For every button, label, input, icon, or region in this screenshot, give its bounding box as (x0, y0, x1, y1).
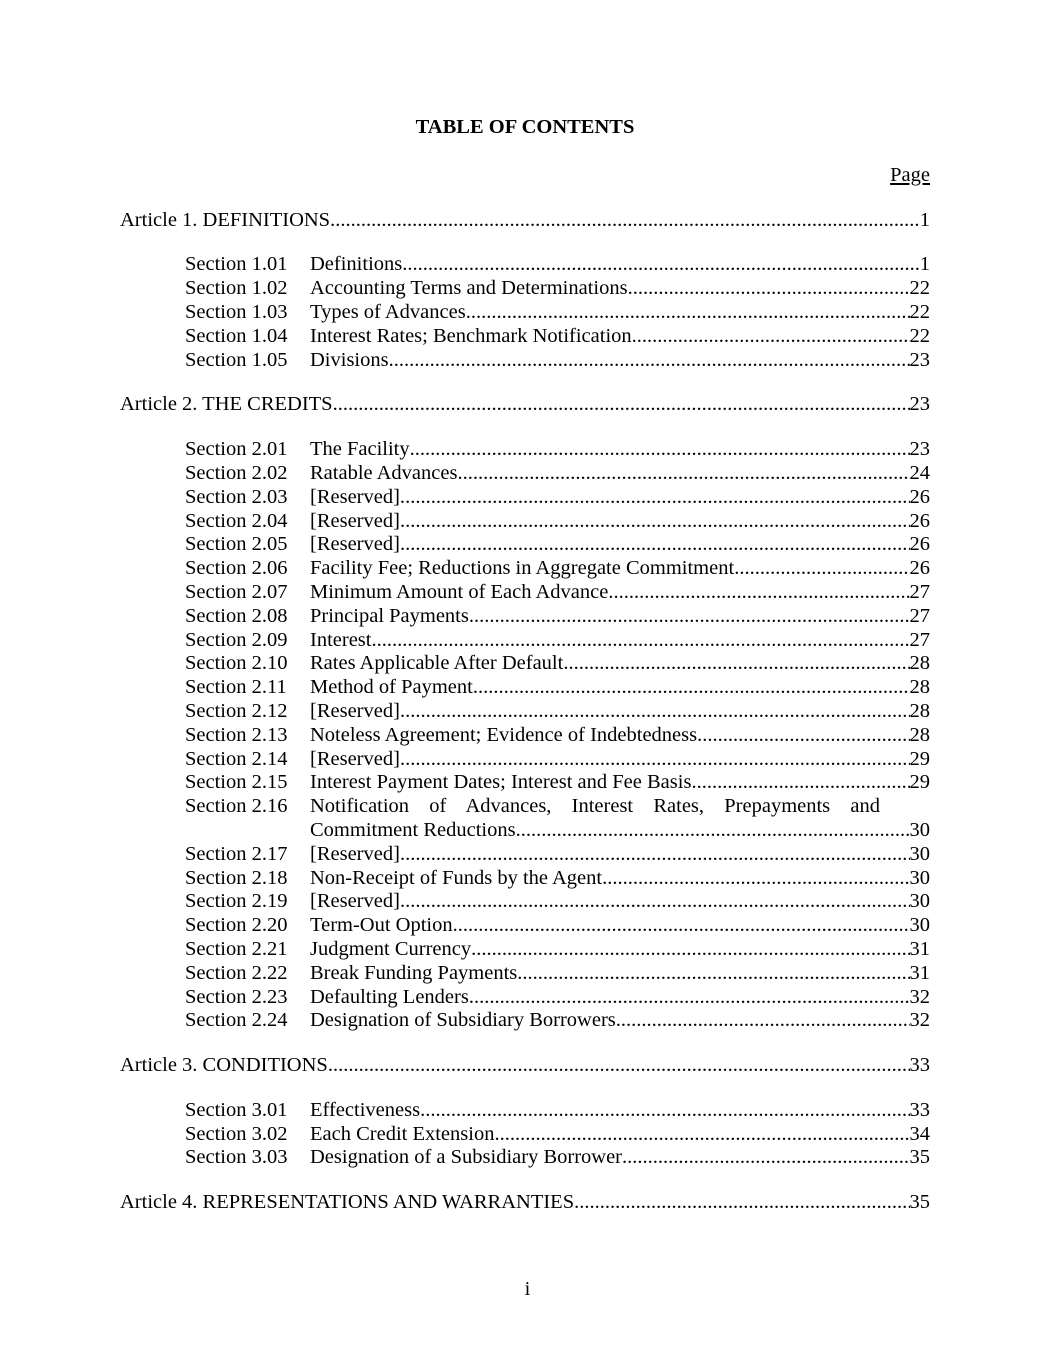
toc-section-row (185, 325, 930, 349)
toc-section-number: Section 2.19 (185, 890, 288, 913)
toc-section-number: Section 3.02 (185, 1122, 288, 1145)
toc-section-number: Section 1.05 (185, 348, 288, 371)
toc-section-row (185, 1099, 930, 1123)
toc-article-row (120, 1054, 930, 1078)
toc-section-number: Section 1.01 (185, 253, 288, 276)
toc-section-number: Section 2.10 (185, 652, 288, 675)
dot-leader (697, 724, 909, 748)
toc-entry-title: [Reserved] (310, 533, 400, 556)
toc-entry-title: Interest (310, 628, 372, 651)
toc-section-row (185, 890, 930, 914)
toc-entry-title: Principal Payments (310, 604, 469, 627)
toc-section-row (185, 962, 930, 986)
toc-section-row (185, 1009, 930, 1033)
toc-entry-page: 30 (909, 890, 930, 913)
dot-leader (563, 652, 909, 676)
toc-entry-page: 35 (909, 1191, 930, 1214)
toc-entry-page: 29 (909, 747, 930, 770)
toc-entry-title: Break Funding Payments (310, 961, 518, 984)
dot-leader (405, 486, 909, 510)
toc-entry-title: Definitions (310, 253, 403, 276)
toc-entry-title: Interest Rates; Benchmark Notification (310, 324, 632, 347)
toc-section-row (185, 629, 930, 653)
toc-entry-title: Defaulting Lenders (310, 985, 469, 1008)
toc-entry-page: 33 (909, 1098, 930, 1121)
toc-section-row (185, 349, 930, 373)
toc-section-row (185, 301, 930, 325)
toc-section-row (185, 486, 930, 510)
toc-section-number: Section 2.23 (185, 985, 288, 1008)
toc-entry-page: 23 (909, 348, 930, 371)
toc-entry-title: Noteless Agreement; Evidence of Indebtedness (310, 723, 698, 746)
toc-entry-title: Term-Out Option (310, 914, 453, 937)
dot-leader (469, 986, 910, 1010)
toc-entry-title: [Reserved] (310, 509, 400, 532)
dot-leader (616, 1009, 910, 1033)
dot-leader (517, 962, 909, 986)
dot-leader (330, 209, 920, 233)
dot-leader (473, 676, 910, 700)
toc-section-row (185, 724, 930, 748)
toc-entry-title: Divisions (310, 348, 389, 371)
toc-section-number: Section 2.16 (185, 795, 288, 818)
toc-entry-title: Method of Payment (310, 676, 473, 699)
toc-section-number: Section 3.03 (185, 1146, 288, 1169)
toc-entry-page: 22 (909, 300, 930, 323)
toc-section-row (185, 986, 930, 1010)
toc-entry-page: 26 (909, 485, 930, 508)
dot-leader (400, 700, 910, 724)
toc-section-number: Section 1.03 (185, 300, 288, 323)
toc-section-row (185, 843, 930, 867)
dot-leader (400, 748, 910, 772)
toc-section-row (185, 867, 930, 891)
toc-section-row (185, 771, 930, 795)
toc-section-row (185, 557, 930, 581)
page-title: TABLE OF CONTENTS (415, 116, 635, 138)
toc-entry-title: Non-Receipt of Funds by the Agent (310, 866, 603, 889)
toc-section-row (185, 277, 930, 301)
toc-section-row (185, 1146, 930, 1170)
dot-leader (420, 1099, 909, 1123)
toc-article-row (120, 393, 930, 417)
toc-entry-page: 28 (909, 723, 930, 746)
dot-leader (453, 914, 910, 938)
toc-entry-title: Commitment Reductions (310, 818, 516, 841)
toc-entry-page: 23 (909, 438, 930, 461)
toc-section-row (185, 510, 930, 534)
toc-section-row (185, 652, 930, 676)
dot-leader (608, 581, 909, 605)
toc-section-number: Section 2.20 (185, 914, 288, 937)
dot-leader (410, 438, 910, 462)
toc-entry-page: 30 (909, 842, 930, 865)
toc-entry-page: 22 (909, 277, 930, 300)
toc-entry-page: 33 (909, 1054, 930, 1077)
toc-entry-page: 1 (919, 253, 930, 276)
toc-section-number: Section 2.01 (185, 438, 288, 461)
toc-entry-title: Accounting Terms and Determinations (310, 277, 628, 300)
dot-leader (574, 1191, 909, 1215)
toc-section-number: Section 2.03 (185, 485, 288, 508)
toc-section-number: Section 2.06 (185, 557, 288, 580)
toc-entry-page: 29 (909, 771, 930, 794)
toc-entry-title-line1: Notification of Advances, Interest Rates, Prepayments and (310, 795, 880, 818)
toc-section-number: Section 2.22 (185, 961, 288, 984)
toc-article-row (120, 209, 930, 233)
toc-section-row (185, 605, 930, 629)
toc-entry-title: Designation of a Subsidiary Borrower (310, 1146, 622, 1169)
toc-entry-page: 27 (909, 604, 930, 627)
toc-section-row (185, 462, 930, 486)
toc-entry-title: [Reserved] (310, 842, 400, 865)
dot-leader (457, 462, 909, 486)
toc-entry-page: 28 (909, 699, 930, 722)
toc-section-row (185, 1123, 930, 1147)
toc-section-number: Section 2.04 (185, 509, 288, 532)
toc-section-number: Section 2.11 (185, 676, 287, 699)
toc-entry-page: 31 (909, 961, 930, 984)
toc-section-row (185, 795, 930, 843)
dot-leader (471, 938, 909, 962)
toc-entry-title: Interest Payment Dates; Interest and Fee Basis (310, 771, 692, 794)
toc-section-row (185, 676, 930, 700)
toc-entry-page: 27 (909, 580, 930, 603)
toc-section-number: Section 1.02 (185, 277, 288, 300)
toc-entry-page: 26 (909, 533, 930, 556)
dot-leader (602, 867, 909, 891)
toc-entry-page: 34 (909, 1122, 930, 1145)
toc-entry-page: 26 (909, 557, 930, 580)
toc-section-row (185, 253, 930, 277)
toc-entry-title: The Facility (310, 438, 410, 461)
toc-entry-page: 32 (909, 985, 930, 1008)
toc-section-number: Section 2.05 (185, 533, 288, 556)
toc-section-number: Section 2.21 (185, 937, 288, 960)
toc-entry-title: Article 2. THE CREDITS (120, 393, 333, 416)
toc-entry-title: [Reserved]. (310, 485, 406, 508)
toc-section-number: Section 2.15 (185, 771, 288, 794)
toc-section-row (185, 748, 930, 772)
toc-section-number: Section 1.04 (185, 324, 288, 347)
toc-section-number: Section 2.17 (185, 842, 288, 865)
toc-entry-page: 28 (909, 676, 930, 699)
dot-leader (328, 1054, 910, 1078)
toc-section-number: Section 2.24 (185, 1009, 288, 1032)
table-of-contents (120, 209, 930, 1215)
toc-entry-title: Article 1. DEFINITIONS (120, 208, 331, 231)
toc-section-number: Section 2.13 (185, 723, 288, 746)
toc-section-row (185, 914, 930, 938)
toc-entry-title: Ratable Advances (310, 461, 458, 484)
toc-entry-title: Article 4. REPRESENTATIONS AND WARRANTIES (120, 1191, 575, 1214)
page-column-header: Page (890, 163, 930, 186)
toc-entry-title: Judgment Currency (310, 937, 472, 960)
toc-section-row (185, 533, 930, 557)
toc-entry-page: 30 (909, 818, 930, 841)
toc-entry-title: [Reserved] (310, 890, 400, 913)
dot-leader (466, 301, 910, 325)
toc-entry-title: Designation of Subsidiary Borrowers (310, 1009, 616, 1032)
toc-section-number: Section 2.12 (185, 699, 288, 722)
toc-entry-title: Minimum Amount of Each Advance (310, 580, 609, 603)
toc-entry-page: 1 (919, 208, 930, 231)
dot-leader (400, 843, 910, 867)
toc-entry-page: 28 (909, 652, 930, 675)
dot-leader (516, 819, 910, 843)
toc-section-number: Section 2.18 (185, 866, 288, 889)
dot-leader (494, 1123, 909, 1147)
toc-entry-page: 27 (909, 628, 930, 651)
toc-entry-title: Each Credit Extension (310, 1122, 495, 1145)
toc-entry-title: [Reserved] (310, 699, 400, 722)
toc-article-row (120, 1191, 930, 1215)
footer-page-number: i (524, 1278, 531, 1300)
toc-section-number: Section 2.07 (185, 580, 288, 603)
dot-leader (734, 557, 909, 581)
dot-leader (400, 510, 910, 534)
toc-section-row (185, 438, 930, 462)
dot-leader (402, 253, 920, 277)
toc-entry-title: Rates Applicable After Default (310, 652, 564, 675)
toc-section-number: Section 2.09 (185, 628, 288, 651)
toc-entry-page: 24 (909, 461, 930, 484)
toc-entry-page: 22 (909, 324, 930, 347)
toc-entry-page: 30 (909, 914, 930, 937)
toc-entry-title: Effectiveness (310, 1098, 421, 1121)
toc-entry-page: 32 (909, 1009, 930, 1032)
toc-section-number: Section 3.01 (185, 1098, 288, 1121)
dot-leader (622, 1146, 910, 1170)
toc-entry-page: 30 (909, 866, 930, 889)
dot-leader (371, 629, 909, 653)
dot-leader (389, 349, 910, 373)
toc-entry-page: 23 (909, 393, 930, 416)
toc-section-row (185, 938, 930, 962)
dot-leader (400, 890, 910, 914)
dot-leader (400, 533, 910, 557)
dot-leader (632, 325, 910, 349)
toc-entry-page: 35 (909, 1146, 930, 1169)
toc-entry-title: Types of Advances (310, 300, 466, 323)
toc-section-row (185, 581, 930, 605)
toc-entry-title: [Reserved] (310, 747, 400, 770)
dot-leader (691, 771, 909, 795)
dot-leader (333, 393, 910, 417)
toc-entry-page: 26 (909, 509, 930, 532)
toc-section-number: Section 2.14 (185, 747, 288, 770)
toc-entry-title: Facility Fee; Reductions in Aggregate Commitment (310, 557, 735, 580)
toc-section-number: Section 2.08 (185, 604, 288, 627)
dot-leader (628, 277, 910, 301)
toc-section-number: Section 2.02 (185, 461, 288, 484)
toc-section-row (185, 700, 930, 724)
toc-entry-page: 31 (909, 937, 930, 960)
toc-entry-title: Article 3. CONDITIONS (120, 1054, 328, 1077)
dot-leader (469, 605, 910, 629)
